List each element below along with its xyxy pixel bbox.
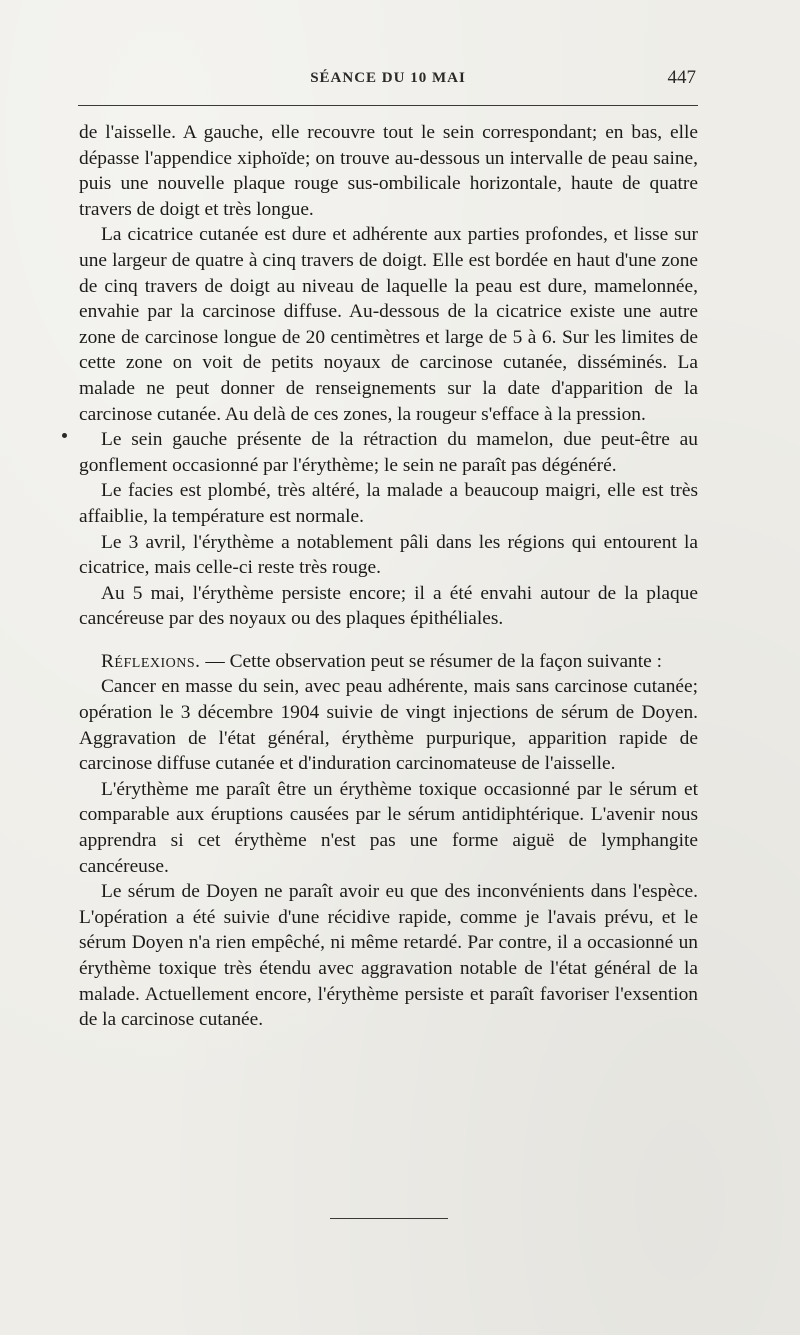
- paragraph: L'érythème me paraît être un érythème toxique occasionné par le sérum et comparable aux éruptions causées par le sérum antidiphtérique. L'avenir nous apprendra si cet érythème n'est pas une forme aiguë de lymphangite cancéreuse.: [79, 778, 698, 877]
- running-head: [78, 64, 698, 100]
- header-rule: [78, 105, 698, 106]
- end-rule: [330, 1218, 448, 1219]
- ink-speck: [62, 433, 67, 438]
- paragraph: Le facies est plombé, très altéré, la malade a beaucoup maigri, elle est très affaiblie, la température est normale.: [79, 480, 698, 527]
- paragraph: Le sérum de Doyen ne paraît avoir eu que des inconvénients dans l'espèce. L'opération a été suivie d'une récidive rapide, comme je l'avais prévu, et le sérum Doyen n'a rien empêché, ni même retardé. Par contre, il a occasionné un érythème toxique très étendu avec aggravation notable de l'état général de la malade. Actuellement encore, l'érythème persiste et paraît favoriser l'exsention de la carcinose cutanée.: [79, 881, 698, 1031]
- page-number: 447: [667, 67, 696, 88]
- paragraph: Cancer en masse du sein, avec peau adhérente, mais sans carcinose cutanée; opération le 3 décembre 1904 suivie de vingt injections de sérum de Doyen. Aggravation de l'état général, érythème purpurique, apparition rapide de carcinose diffuse cutanée et d'induration carcinomateuse de l'aisselle.: [79, 676, 698, 775]
- paragraph: Le 3 avril, l'érythème a notablement pâli dans les régions qui entourent la cicatrice, mais celle-ci reste très rouge.: [79, 531, 698, 579]
- paragraph: de l'aisselle. A gauche, elle recouvre tout le sein correspondant; en bas, elle dépasse l'appendice xiphoïde; on trouve au-dessous un intervalle de peau saine, puis une nouvelle plaque rouge sus-ombilicale horizontale, haute de quatre travers de doigt et très longue.: [79, 122, 698, 220]
- paragraph-text: — Cette observation peut se résumer de la façon suivante :: [200, 650, 662, 672]
- section-heading: Réflexions.: [101, 650, 201, 672]
- paragraph: Au 5 mai, l'érythème persiste encore; il a été envahi autour de la plaque cancéreuse par des noyaux ou des plaques épithéliales.: [79, 582, 698, 630]
- paragraph: Le sein gauche présente de la rétraction du mamelon, due peut-être au gonflement occasionné par l'érythème; le sein ne paraît pas dégénéré.: [79, 429, 698, 476]
- running-title: SÉANCE DU 10 MAI: [310, 70, 466, 86]
- paragraph: La cicatrice cutanée est dure et adhérente aux parties profondes, et lisse sur une largeur de quatre à cinq travers de doigt. Elle est bordée en haut d'une zone de cinq travers de doigt au niveau de laquelle la peau est dure, mamelonnée, envahie par la carcinose diffuse. Au-dessous de la cicatrice existe une autre zone de carcinose longue de 20 centimètres et large de 5 à 6. Sur les limites de cette zone on voit de petits noyaux de carcinose cutanée, disséminés. La malade ne peut donner de renseignements sur la date d'apparition de la carcinose cutanée. Au delà de ces zones, la rougeur s'efface à la pression.: [79, 224, 698, 425]
- body-text: [79, 120, 698, 1033]
- reflexions-paragraph: [79, 649, 698, 675]
